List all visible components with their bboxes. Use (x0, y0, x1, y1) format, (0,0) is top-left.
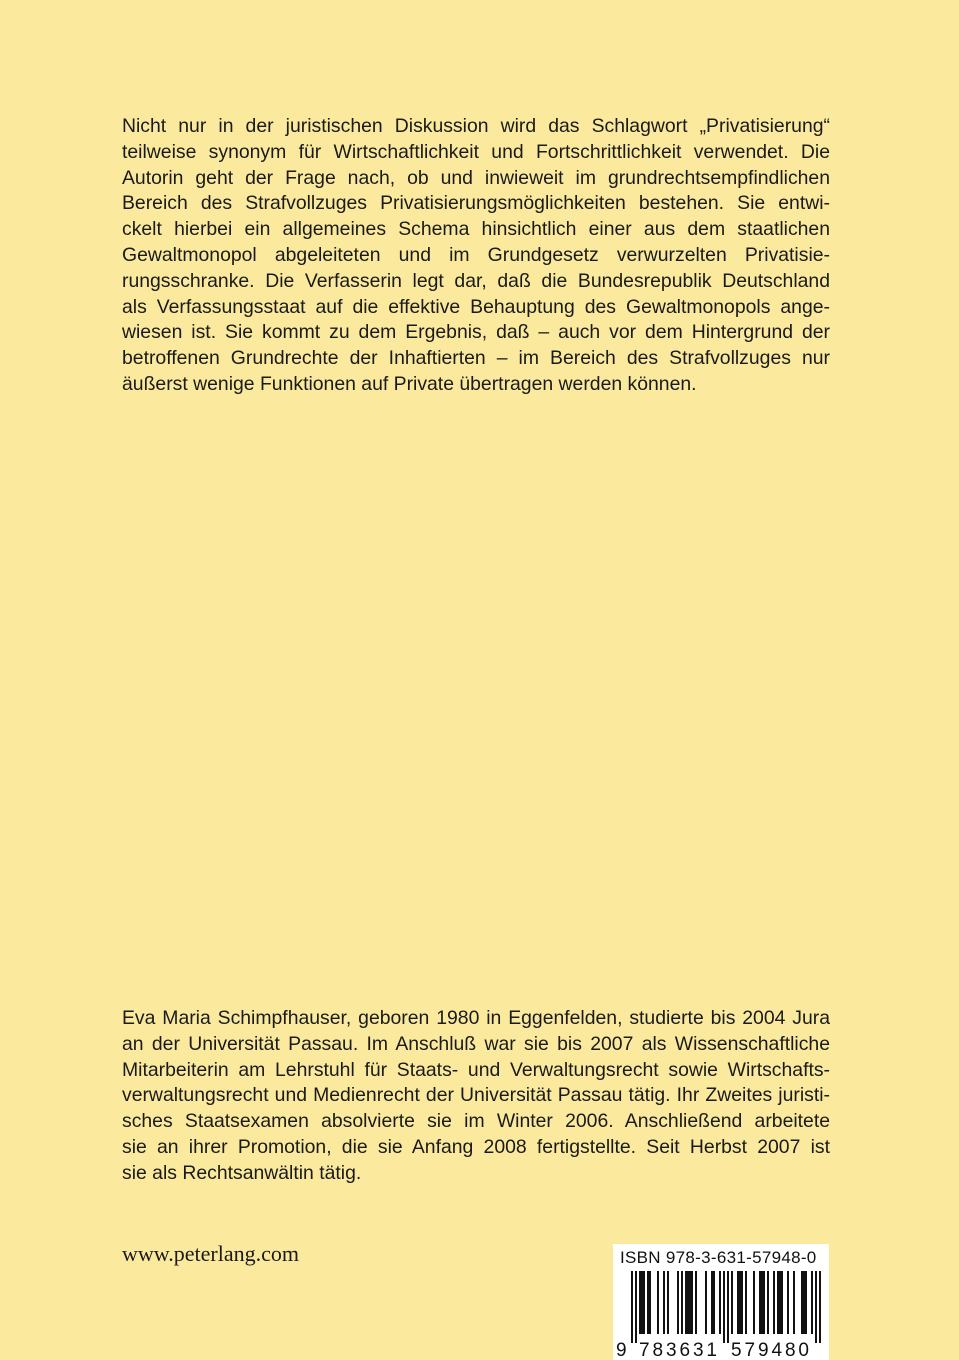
barcode-bar (741, 1271, 743, 1334)
barcode-bar (779, 1271, 781, 1334)
bio-line: verwaltungsrecht und Medienrecht der Universität Passau tätig. Ihr Zweites juristi- (122, 1084, 830, 1107)
barcode-bar (687, 1271, 689, 1334)
barcode-bar (649, 1271, 651, 1334)
barcode-bar (667, 1271, 669, 1334)
barcode-bar (767, 1271, 769, 1334)
barcode-bar (777, 1271, 779, 1334)
barcode-bar (745, 1271, 747, 1334)
barcode-bar (781, 1271, 783, 1334)
barcode-bar (713, 1271, 715, 1334)
barcode-bar (663, 1271, 665, 1334)
blurb-line: Gewaltmonopol abgeleiteten und im Grundgesetz verwurzelten Privatisie- (122, 243, 830, 266)
bio-line: Eva Maria Schimpfhauser, geboren 1980 in Eggenfelden, studierte bis 2004 Jura (122, 1007, 830, 1029)
barcode-digits-left: 783631 (639, 1340, 717, 1360)
barcode-bar (787, 1271, 789, 1334)
barcode-bar (631, 1271, 633, 1343)
barcode-bar (689, 1271, 691, 1334)
barcode-bar (639, 1271, 641, 1334)
barcode-bar (723, 1271, 725, 1343)
isbn-label: ISBN 978-3-631-57948-0 (620, 1248, 817, 1267)
bio-line: sie als Rechtsanwältin tätig. (122, 1161, 362, 1184)
isbn-barcode-box (613, 1244, 829, 1360)
barcode-bar (761, 1271, 763, 1334)
blurb-line: äußerst wenige Funktionen auf Private übertragen werden können. (122, 372, 697, 395)
barcode-digit-first: 9 (616, 1340, 627, 1360)
bio-line: sches Staatsexamen absolvierte sie im Winter 2006. Anschließend arbeitete (122, 1110, 830, 1133)
barcode-bar (657, 1271, 659, 1334)
publisher-website: www.peterlang.com (122, 1241, 299, 1266)
barcode-bar (763, 1271, 765, 1334)
barcode-digits-right: 579480 (731, 1340, 809, 1360)
barcode-bar (685, 1271, 687, 1334)
barcode-bar (727, 1271, 729, 1343)
barcode-bar (801, 1271, 803, 1334)
barcode-icon (613, 1244, 829, 1360)
blurb-text (122, 114, 830, 398)
blurb-line: als Verfassungsstaat auf die effektive Behauptung des Gewaltmonopols ange- (122, 295, 830, 318)
barcode-bar (739, 1271, 741, 1334)
barcode-bar (647, 1271, 649, 1334)
barcode-bar (711, 1271, 713, 1334)
barcode-bar (759, 1271, 761, 1334)
blurb-line: Autorin geht der Frage nach, ob und inwieweit im grundrechtsempfindlichen (122, 166, 830, 189)
barcode-bar (815, 1271, 817, 1343)
barcode-bar (811, 1271, 813, 1334)
blurb-line: teilweise synonym für Wirtschaftlichkeit und Fortschrittlichkeit verwendet. Die (122, 140, 830, 163)
barcode-bar (681, 1271, 683, 1334)
bio-line: an der Universität Passau. Im Anschluß war sie bis 2007 als Wissenschaftliche (122, 1032, 830, 1055)
barcode-bar (737, 1271, 739, 1334)
barcode-bar (695, 1271, 697, 1334)
barcode-bar (753, 1271, 755, 1334)
barcode-bar (635, 1271, 637, 1343)
barcode-bars (631, 1271, 821, 1343)
barcode-bar (805, 1271, 807, 1334)
barcode-bar (705, 1271, 707, 1334)
barcode-bar (719, 1271, 721, 1334)
bio-line: Mitarbeiterin am Lehrstuhl für Staats- und Verwaltungsrecht sowie Wirtschafts- (122, 1058, 830, 1081)
blurb-line: ckelt hierbei ein allgemeines Schema hinsichtlich einer aus dem staatlichen (122, 218, 830, 241)
barcode-bar (773, 1271, 775, 1334)
barcode-bar (731, 1271, 733, 1334)
barcode-bar (677, 1271, 679, 1334)
blurb-line: wiesen ist. Sie kommt zu dem Ergebnis, daß – auch vor dem Hintergrund der (122, 321, 830, 344)
blurb-line: Nicht nur in der juristischen Diskussion wird das Schlagwort „Privatisierung“ (122, 115, 830, 137)
bio-line: sie an ihrer Promotion, die sie Anfang 2008 fertigstellte. Seit Herbst 2007 ist (122, 1135, 830, 1158)
barcode-bar (819, 1271, 821, 1343)
blurb-line: betroffenen Grundrechte der Inhaftierten – im Bereich des Strafvollzuges nur (122, 347, 830, 370)
barcode-bar (803, 1271, 805, 1334)
barcode-bar (691, 1271, 693, 1334)
barcode-bar (643, 1271, 645, 1334)
blurb-line: rungsschranke. Die Verfasserin legt dar, daß die Bundesrepublik Deutschland (122, 269, 830, 292)
barcode-bar (793, 1271, 795, 1334)
author-bio (122, 1006, 830, 1187)
barcode-bar (641, 1271, 643, 1334)
blurb-line: Bereich des Strafvollzuges Privatisierungsmöglichkeiten bestehen. Sie entwi- (122, 192, 830, 215)
